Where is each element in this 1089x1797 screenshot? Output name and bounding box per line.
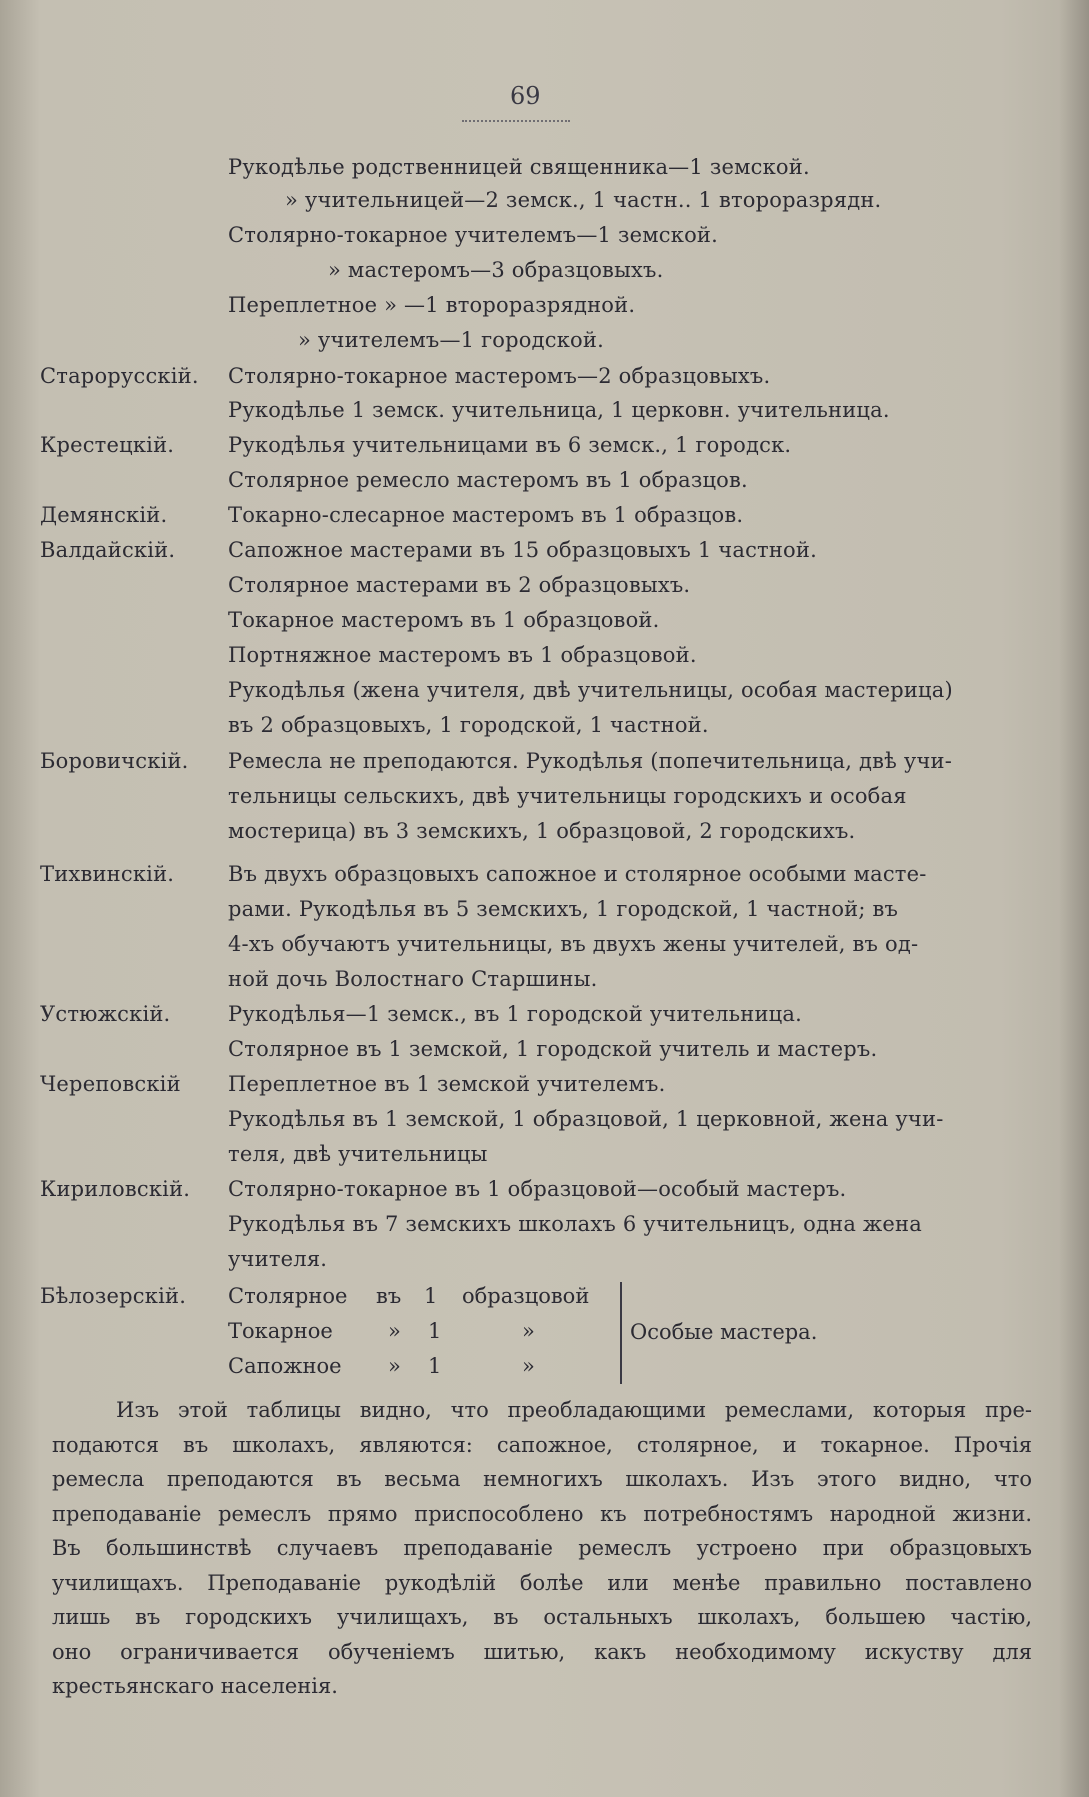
trade-prep: въ — [376, 1284, 402, 1308]
entry-text: Столярное ремесло мастеромъ въ 1 образцов. — [228, 468, 748, 492]
trade-name: Токарное — [228, 1319, 333, 1343]
page-edge-shadow — [1059, 0, 1089, 1797]
entry-text: Въ двухъ образцовыхъ сапожное и столярное особыми масте- — [228, 862, 927, 886]
district-label: Бѣлозерскій. — [40, 1284, 187, 1308]
entry-text: въ 2 образцовыхъ, 1 городской, 1 частной. — [228, 713, 709, 737]
entry-text: Рукодѣлья—1 земск., въ 1 городской учительница. — [228, 1002, 802, 1026]
paragraph-line: оно ограничивается обученіемъ шитью, какъ необходимому искуству для — [52, 1639, 1032, 1664]
trade-count: 1 — [424, 1284, 438, 1308]
trade-count: 1 — [428, 1354, 442, 1378]
paragraph-line: Изъ этой таблицы видно, что преобладающими ремеслами, которыя пре- — [116, 1398, 1032, 1422]
entry-text: учителя. — [228, 1247, 328, 1271]
district-label: Череповскій — [40, 1072, 181, 1096]
district-label: Демянскій. — [40, 503, 168, 527]
district-label: Боровичскій. — [40, 749, 189, 773]
district-label: Крестецкій. — [40, 433, 175, 457]
entry-text: Рукодѣлья въ 1 земской, 1 образцовой, 1 церковной, жена учи- — [228, 1107, 944, 1131]
district-label: Тихвинскій. — [40, 862, 175, 886]
entry-text: Столярно-токарное мастеромъ—2 образцовыхъ. — [228, 364, 771, 388]
entry-text: Столярное мастерами въ 2 образцовыхъ. — [228, 573, 691, 597]
entry-text: рами. Рукодѣлья въ 5 земскихъ, 1 городской, 1 частной; въ — [228, 897, 899, 921]
trade-place: образцовой — [462, 1284, 590, 1308]
entry-text: Рукодѣлье родственницей священника—1 земской. — [228, 155, 810, 179]
paragraph-line: училищахъ. Преподаваніе рукодѣлій болѣе или менѣе правильно поставлено — [52, 1570, 1032, 1595]
entry-text: Токарно-слесарное мастеромъ въ 1 образцов. — [228, 503, 744, 527]
district-label: Устюжскій. — [40, 1002, 171, 1026]
grouping-brace — [608, 1282, 622, 1384]
entry-text: » учителемъ—1 городской. — [298, 328, 604, 352]
entry-text: мостерица) въ 3 земскихъ, 1 образцовой, 2 городскихъ. — [228, 819, 856, 843]
paragraph-line: преподаваніе ремеслъ прямо приспособлено къ потребностямъ народной жизни. — [52, 1501, 1032, 1526]
entry-text: Ремесла не преподаются. Рукодѣлья (попечительница, двѣ учи- — [228, 749, 953, 773]
paragraph-line: крестьянскаго населенія. — [52, 1674, 338, 1698]
entry-text: Столярное въ 1 земской, 1 городской учитель и мастеръ. — [228, 1037, 878, 1061]
trade-prep: » — [388, 1319, 401, 1343]
entry-text: » мастеромъ—3 образцовыхъ. — [328, 258, 664, 282]
entry-text: Рукодѣлья въ 7 земскихъ школахъ 6 учительницъ, одна жена — [228, 1212, 922, 1236]
entry-text: 4-хъ обучаютъ учительницы, въ двухъ жены учителей, въ од- — [228, 932, 919, 956]
trade-place: » — [522, 1319, 535, 1343]
entry-text: Сапожное мастерами въ 15 образцовыхъ 1 частной. — [228, 538, 817, 562]
entry-text: теля, двѣ учительницы — [228, 1142, 488, 1166]
entry-text: тельницы сельскихъ, двѣ учительницы городскихъ и особая — [228, 784, 907, 808]
paragraph-line: подаются въ школахъ, являются: сапожное, столярное, и токарное. Прочія — [52, 1432, 1032, 1457]
page-number-ornament — [462, 116, 570, 122]
entry-text: Переплетное » —1 второразрядной. — [228, 293, 636, 317]
district-label: Кириловскій. — [40, 1177, 191, 1201]
entry-text: Столярно-токарное учителемъ—1 земской. — [228, 223, 718, 247]
entry-text: Рукодѣлья учительницами въ 6 земск., 1 городск. — [228, 433, 792, 457]
paragraph-line: лишь въ городскихъ училищахъ, въ остальныхъ школахъ, большею частію, — [52, 1605, 1032, 1629]
trade-prep: » — [388, 1354, 401, 1378]
paragraph-line: ремесла преподаются въ весьма немногихъ школахъ. Изъ этого видно, что — [52, 1467, 1032, 1491]
entry-text: Токарное мастеромъ въ 1 образцовой. — [228, 608, 660, 632]
trade-name: Сапожное — [228, 1354, 342, 1378]
district-label: Старорусскій. — [40, 364, 199, 388]
entry-text: Столярно-токарное въ 1 образцовой—особый мастеръ. — [228, 1177, 847, 1201]
trade-count: 1 — [428, 1319, 442, 1343]
entry-text: ной дочь Волостнаго Старшины. — [228, 967, 598, 991]
entry-text: Рукодѣлья (жена учителя, двѣ учительницы, особая мастерица) — [228, 678, 953, 702]
summary-paragraph — [52, 1393, 1032, 1704]
paragraph-line: Въ большинствѣ случаевъ преподаваніе ремеслъ устроено при образцовыхъ — [52, 1536, 1032, 1560]
entry-text: Рукодѣлье 1 земск. учительница, 1 церковн. учительница. — [228, 398, 890, 422]
page-number: 69 — [510, 82, 541, 110]
entry-text: Портняжное мастеромъ въ 1 образцовой. — [228, 643, 697, 667]
trade-place: » — [522, 1354, 535, 1378]
trade-name: Столярное — [228, 1284, 348, 1308]
district-label: Валдайскій. — [40, 538, 176, 562]
entry-text: Переплетное въ 1 земской учителемъ. — [228, 1072, 666, 1096]
brace-note: Особые мастера. — [630, 1320, 818, 1344]
entry-text: » учительницей—2 земск., 1 частн.. 1 второразрядн. — [285, 188, 882, 212]
